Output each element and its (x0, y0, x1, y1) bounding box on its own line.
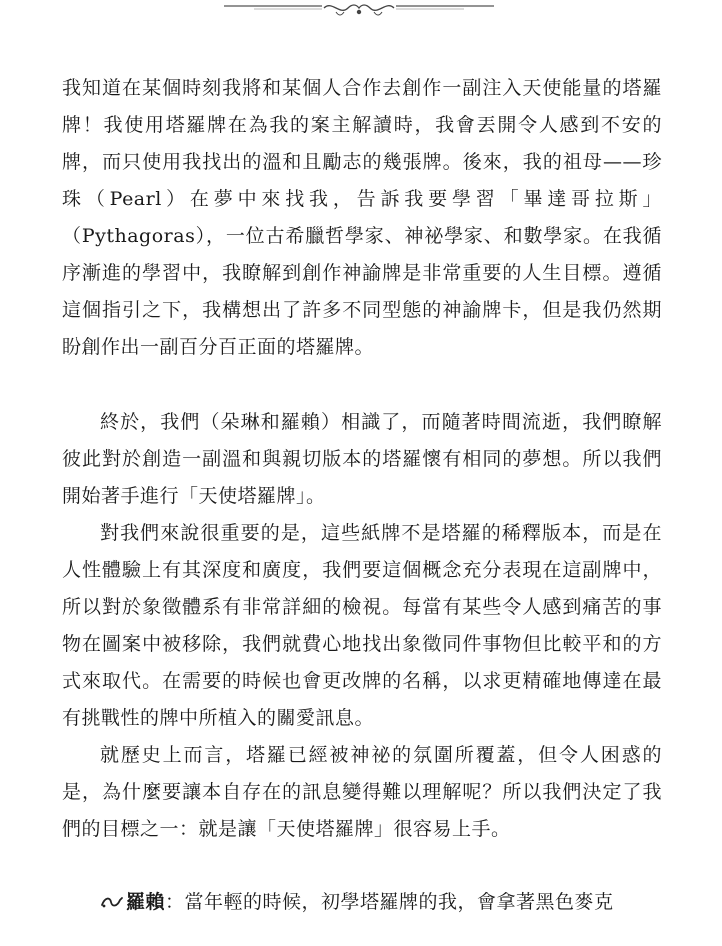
speaker-name: 羅賴 (126, 891, 166, 913)
page-body (62, 70, 662, 921)
swirl-ornament-icon (100, 895, 124, 909)
header-ornament-icon (224, 0, 494, 22)
speaker-text: ：當年輕的時候，初學塔羅牌的我，會拿著黑色麥克 (165, 891, 614, 913)
paragraph-2: 終於，我們（朵琳和羅賴）相識了，而隨著時間流逝，我們瞭解彼此對於創造一副溫和與親切版本的塔羅懷有相同的夢想。所以我們開始著手進行「天使塔羅牌」。 (62, 411, 662, 507)
speaker-note (62, 884, 662, 921)
paragraph-4: 就歷史上而言，塔羅已經被神祕的氛圍所覆蓋，但令人困惑的是，為什麼要讓本自存在的訊息變得難以理解呢？所以我們決定了我們的目標之一：就是讓「天使塔羅牌」很容易上手。 (62, 744, 662, 840)
paragraph-3: 對我們來說很重要的是，這些紙牌不是塔羅的稀釋版本，而是在人性體驗上有其深度和廣度，我們要這個概念充分表現在這副牌中，所以對於象徵體系有非常詳細的檢視。每當有某些令人感到痛苦的事物在圖案中被移除，我們就費心地找出象徵同件事物但比較平和的方式來取代。在需要的時候也會更改牌的名稱，以求更精確地傳達在最有挑戰性的牌中所植入的關愛訊息。 (62, 522, 662, 729)
paragraph-1: 我知道在某個時刻我將和某個人合作去創作一副注入天使能量的塔羅牌！我使用塔羅牌在為我的案主解讀時，我會丟開令人感到不安的牌，而只使用我找出的溫和且勵志的幾張牌。後來，我的祖母——珍珠（Pearl）在夢中來找我，告訴我要學習「畢達哥拉斯」（Pythagoras），一位古希臘哲學家、神祕學家、和數學家。在我循序漸進的學習中，我瞭解到創作神諭牌是非常重要的人生目標。遵循這個指引之下，我構想出了許多不同型態的神諭牌卡，但是我仍然期盼創作出一副百分百正面的塔羅牌。 (62, 77, 662, 358)
